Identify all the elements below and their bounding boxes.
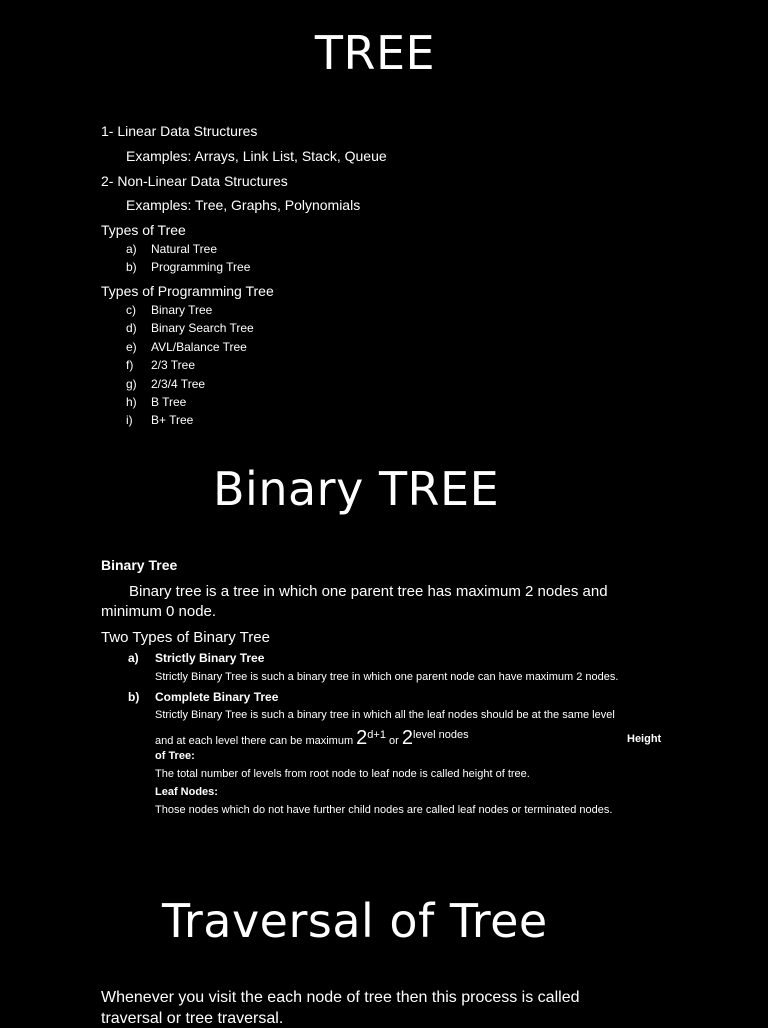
programming-tree-type-item: 2/3/4 Tree [151, 376, 206, 391]
strict-label: Strictly Binary Tree [155, 651, 265, 665]
programming-tree-type-marker: d) [126, 321, 137, 336]
tree-type-item: Natural Tree [151, 242, 218, 256]
programming-tree-type-marker: c) [126, 303, 136, 317]
complete-description-line1: Strictly Binary Tree is such a binary tree in which all the leaf nodes should be at the same level [155, 709, 615, 721]
programming-tree-type-item: Binary Search Tree [151, 321, 254, 336]
programming-tree-type-marker: f) [126, 358, 134, 373]
types-of-tree-heading: Types of Tree [101, 222, 186, 238]
programming-tree-type-item: 2/3 Tree [151, 358, 196, 373]
tree-type-item: Programming Tree [151, 260, 251, 275]
binary-tree-definition-line2: minimum 0 node. [101, 603, 217, 620]
formula-or: or [389, 735, 399, 747]
formula-base-2: 2 [401, 727, 413, 749]
tree-type-marker: a) [126, 242, 137, 256]
slide-title-traversal: Traversal of Tree [162, 894, 548, 948]
slide-title-tree: TREE [314, 26, 436, 80]
binary-tree-heading: Binary Tree [101, 557, 178, 573]
linear-examples: Examples: Arrays, Link List, Stack, Queue [126, 148, 387, 164]
two-types-heading: Two Types of Binary Tree [101, 629, 270, 646]
programming-tree-type-marker: i) [126, 413, 133, 428]
formula-exponent-1: d+1 [367, 729, 386, 741]
programming-tree-type-item: AVL/Balance Tree [151, 339, 247, 354]
programming-tree-type-item: Binary Tree [151, 303, 213, 317]
programming-tree-type-marker: g) [126, 376, 137, 391]
complete-description-prefix: and at each level there can be maximum [155, 735, 354, 747]
tree-type-marker: b) [126, 260, 137, 275]
linear-heading: 1- Linear Data Structures [101, 123, 258, 139]
binary-tree-definition-line1: Binary tree is a tree in which one parent tree has maximum 2 nodes and [129, 583, 608, 600]
height-of-tree-description: The total number of levels from root node to leaf node is called height of tree. [155, 768, 530, 780]
height-of-tree-label-part1: Height [627, 733, 662, 745]
nonlinear-examples: Examples: Tree, Graphs, Polynomials [126, 197, 361, 213]
types-of-programming-tree-heading: Types of Programming Tree [101, 283, 274, 299]
programming-tree-type-marker: e) [126, 339, 137, 354]
complete-description-line2 [155, 727, 469, 750]
traversal-line1: Whenever you visit the each node of tree then this process is called [101, 989, 580, 1006]
leaf-nodes-description: Those nodes which do not have further child nodes are called leaf nodes or terminated nodes. [155, 804, 613, 816]
programming-tree-type-item: B+ Tree [151, 413, 194, 428]
programming-tree-type-item: B Tree [151, 395, 187, 409]
complete-marker: b) [128, 690, 140, 704]
strict-marker: a) [128, 651, 139, 665]
formula-base-1: 2 [356, 727, 368, 749]
height-of-tree-label-part2: of Tree: [155, 750, 195, 762]
traversal-line2: traversal or tree traversal. [101, 1010, 284, 1027]
strict-description: Strictly Binary Tree is such a binary tree in which one parent node can have maximum 2 nodes. [155, 671, 619, 683]
complete-label: Complete Binary Tree [155, 690, 279, 704]
leaf-nodes-label: Leaf Nodes: [155, 786, 218, 798]
nonlinear-heading: 2- Non-Linear Data Structures [101, 173, 288, 189]
slide-title-binary-tree: Binary TREE [213, 462, 500, 516]
formula-exponent-2: level nodes [413, 729, 469, 741]
programming-tree-type-marker: h) [126, 395, 137, 409]
